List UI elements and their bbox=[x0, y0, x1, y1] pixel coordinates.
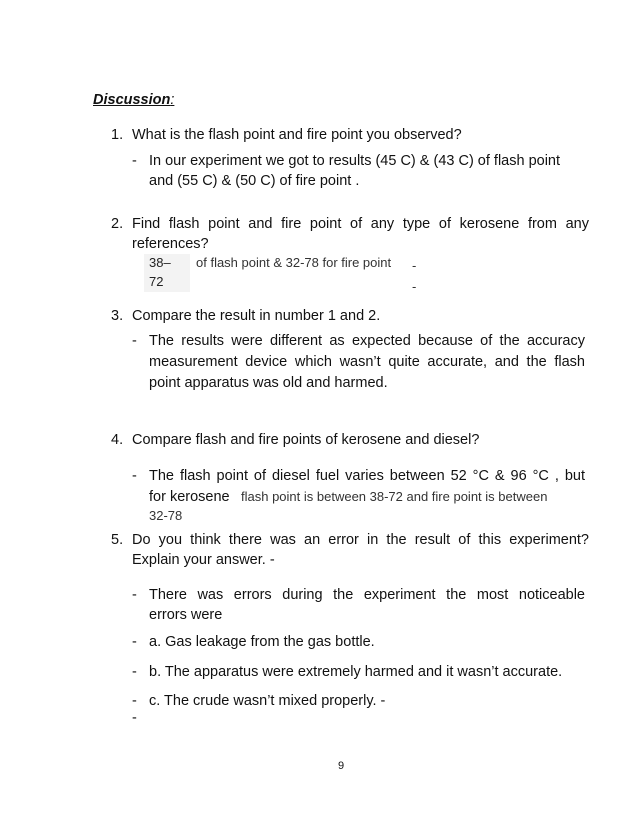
question-4-text: Compare flash and fire points of kerosene and diesel? bbox=[132, 432, 480, 448]
answer-3-line-2: measurement device which wasn’t quite accurate, and the flash bbox=[149, 354, 585, 370]
answer-3-line-1: The results were different as expected because of the accuracy bbox=[149, 333, 585, 349]
answer-5-item-3-text: b. The apparatus were extremely harmed and it wasn’t accurate. bbox=[149, 664, 563, 680]
question-3-text: Compare the result in number 1 and 2. bbox=[132, 308, 381, 324]
answer-5-item-5-dash: - bbox=[132, 710, 137, 726]
question-1-number: 1. bbox=[111, 127, 124, 143]
answer-4-line-3: 32-78 bbox=[149, 508, 183, 523]
answer-4-dash: - bbox=[132, 468, 137, 484]
discussion-heading: Discussion: bbox=[93, 92, 175, 108]
answer-2-box-line-1: 38– bbox=[149, 255, 171, 270]
question-2-line-1: Find flash point and fire point of any type of kerosene from any bbox=[132, 216, 589, 232]
answer-4-line-2b: flash point is between 38-72 and fire point is between bbox=[241, 489, 548, 504]
answer-5-item-2-text: a. Gas leakage from the gas bottle. bbox=[149, 634, 375, 650]
answer-5-item-2-dash: - bbox=[132, 634, 137, 650]
answer-5-item-1-dash: - bbox=[132, 587, 137, 603]
answer-5-item-1-line-2: errors were bbox=[149, 607, 223, 623]
answer-5-item-3-dash: - bbox=[132, 664, 137, 680]
answer-1-dash: - bbox=[132, 153, 137, 169]
question-2-number: 2. bbox=[111, 216, 124, 232]
question-5-line-1: Do you think there was an error in the result of this experiment? bbox=[132, 532, 589, 548]
answer-5-item-4-dash: - bbox=[132, 693, 137, 709]
answer-4-line-1: The flash point of diesel fuel varies between 52 °C & 96 °C , but bbox=[149, 468, 585, 484]
question-3-number: 3. bbox=[111, 308, 124, 324]
page-number: 9 bbox=[338, 760, 345, 772]
answer-2-dash-1: - bbox=[412, 258, 417, 273]
answer-3-line-3: point apparatus was old and harmed. bbox=[149, 375, 388, 391]
question-5-number: 5. bbox=[111, 532, 124, 548]
answer-5-item-1-line-1: There was errors during the experiment the most noticeable bbox=[149, 587, 585, 603]
answer-2-dash-2: - bbox=[412, 279, 417, 294]
question-1-text: What is the flash point and fire point you observed? bbox=[132, 127, 462, 143]
answer-4-line-2a: for kerosene bbox=[149, 489, 230, 505]
question-5-line-2: Explain your answer. - bbox=[132, 552, 275, 568]
question-4-number: 4. bbox=[111, 432, 124, 448]
answer-1-line-2: and (55 C) & (50 C) of fire point . bbox=[149, 173, 360, 189]
answer-2-box-line-2: 72 bbox=[149, 274, 164, 289]
question-2-line-2: references? bbox=[132, 236, 209, 252]
answer-5-item-4-text: c. The crude wasn’t mixed properly. - bbox=[149, 693, 386, 709]
answer-1-line-1: In our experiment we got to results (45 C) & (43 C) of flash point bbox=[149, 153, 561, 169]
answer-3-dash: - bbox=[132, 333, 137, 349]
answer-2-text: of flash point & 32-78 for fire point bbox=[196, 255, 392, 270]
